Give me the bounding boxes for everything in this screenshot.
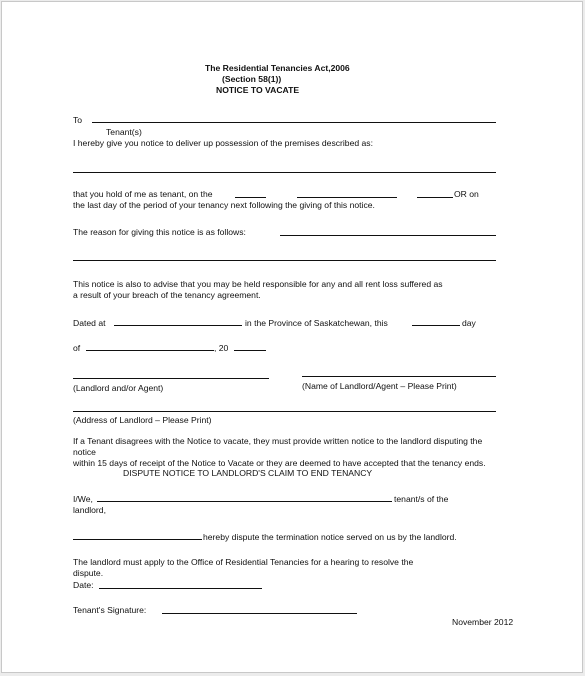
reason-line-1[interactable] [280, 235, 496, 236]
apply-text-1: The landlord must apply to the Office of Residential Tenancies for a hearing to resolve the [73, 557, 414, 567]
address-print-caption: (Address of Landlord – Please Print) [73, 415, 212, 425]
tenants-label: Tenant(s) [106, 127, 142, 137]
or-on-text: OR on [454, 189, 479, 199]
hereby-dispute-text: hereby dispute the termination notice served on us by the landlord. [203, 532, 457, 542]
dispute-date-line[interactable] [99, 588, 262, 589]
year-prefix: , 20 [214, 343, 229, 353]
dated-year-line[interactable] [234, 350, 266, 351]
tenants-of-the-text: tenant/s of the [394, 494, 449, 504]
of-label: of [73, 343, 81, 353]
landlord-address-line[interactable] [73, 411, 496, 412]
tenant-names-line[interactable] [97, 501, 392, 502]
advise-text-2: a result of your breach of the tenancy agreement. [73, 290, 261, 300]
dated-day-line[interactable] [412, 325, 460, 326]
landlord-signature-line[interactable] [73, 378, 269, 379]
form-page [1, 1, 583, 673]
premises-line[interactable] [73, 172, 496, 173]
disagree-text-3: within 15 days of receipt of the Notice to Vacate or they are deemed to have accepted that the tenancy ends. [73, 458, 486, 468]
apply-text-2: dispute. [73, 568, 104, 578]
tenant-name-line[interactable] [92, 122, 496, 123]
landlord-agent-caption: (Landlord and/or Agent) [73, 383, 164, 393]
disagree-text-2: notice [73, 447, 96, 457]
hold-day-line[interactable] [235, 197, 266, 198]
hold-year-line[interactable] [417, 197, 453, 198]
reason-label: The reason for giving this notice is as follows: [73, 227, 246, 237]
disagree-text-1: If a Tenant disagrees with the Notice to vacate, they must provide written notice to the landlord disputing the [73, 436, 483, 446]
date-label: Date: [73, 580, 94, 590]
iwe-label: I/We, [73, 494, 93, 504]
dispute-name-line[interactable] [73, 539, 202, 540]
dispute-heading: DISPUTE NOTICE TO LANDLORD'S CLAIM TO END TENANCY [123, 468, 373, 478]
hold-prefix-text: that you hold of me as tenant, on the [73, 189, 213, 199]
day-label: day [462, 318, 476, 328]
reason-line-2[interactable] [73, 260, 496, 261]
signature-label: Tenant's Signature: [73, 605, 147, 615]
dated-place-line[interactable] [114, 325, 242, 326]
dated-month-line[interactable] [86, 350, 214, 351]
hold-month-line[interactable] [297, 197, 397, 198]
tenant-signature-line[interactable] [162, 613, 357, 614]
name-print-caption: (Name of Landlord/Agent – Please Print) [302, 381, 457, 391]
province-text: in the Province of Saskatchewan, this [245, 318, 388, 328]
landlord-comma-text: landlord, [73, 505, 106, 515]
last-day-text: the last day of the period of your tenancy next following the giving of this notice. [73, 200, 375, 210]
notice-title: NOTICE TO VACATE [216, 85, 300, 95]
dated-at-label: Dated at [73, 318, 106, 328]
section-reference: (Section 58(1)) [222, 74, 282, 84]
advise-text-1: This notice is also to advise that you may be held responsible for any and all rent loss suffered as [73, 279, 443, 289]
landlord-name-line[interactable] [302, 376, 496, 377]
footer-date: November 2012 [452, 617, 514, 627]
act-title: The Residential Tenancies Act,2006 [205, 63, 350, 73]
to-label: To [73, 115, 83, 125]
notice-statement: I hereby give you notice to deliver up possession of the premises described as: [73, 138, 373, 148]
